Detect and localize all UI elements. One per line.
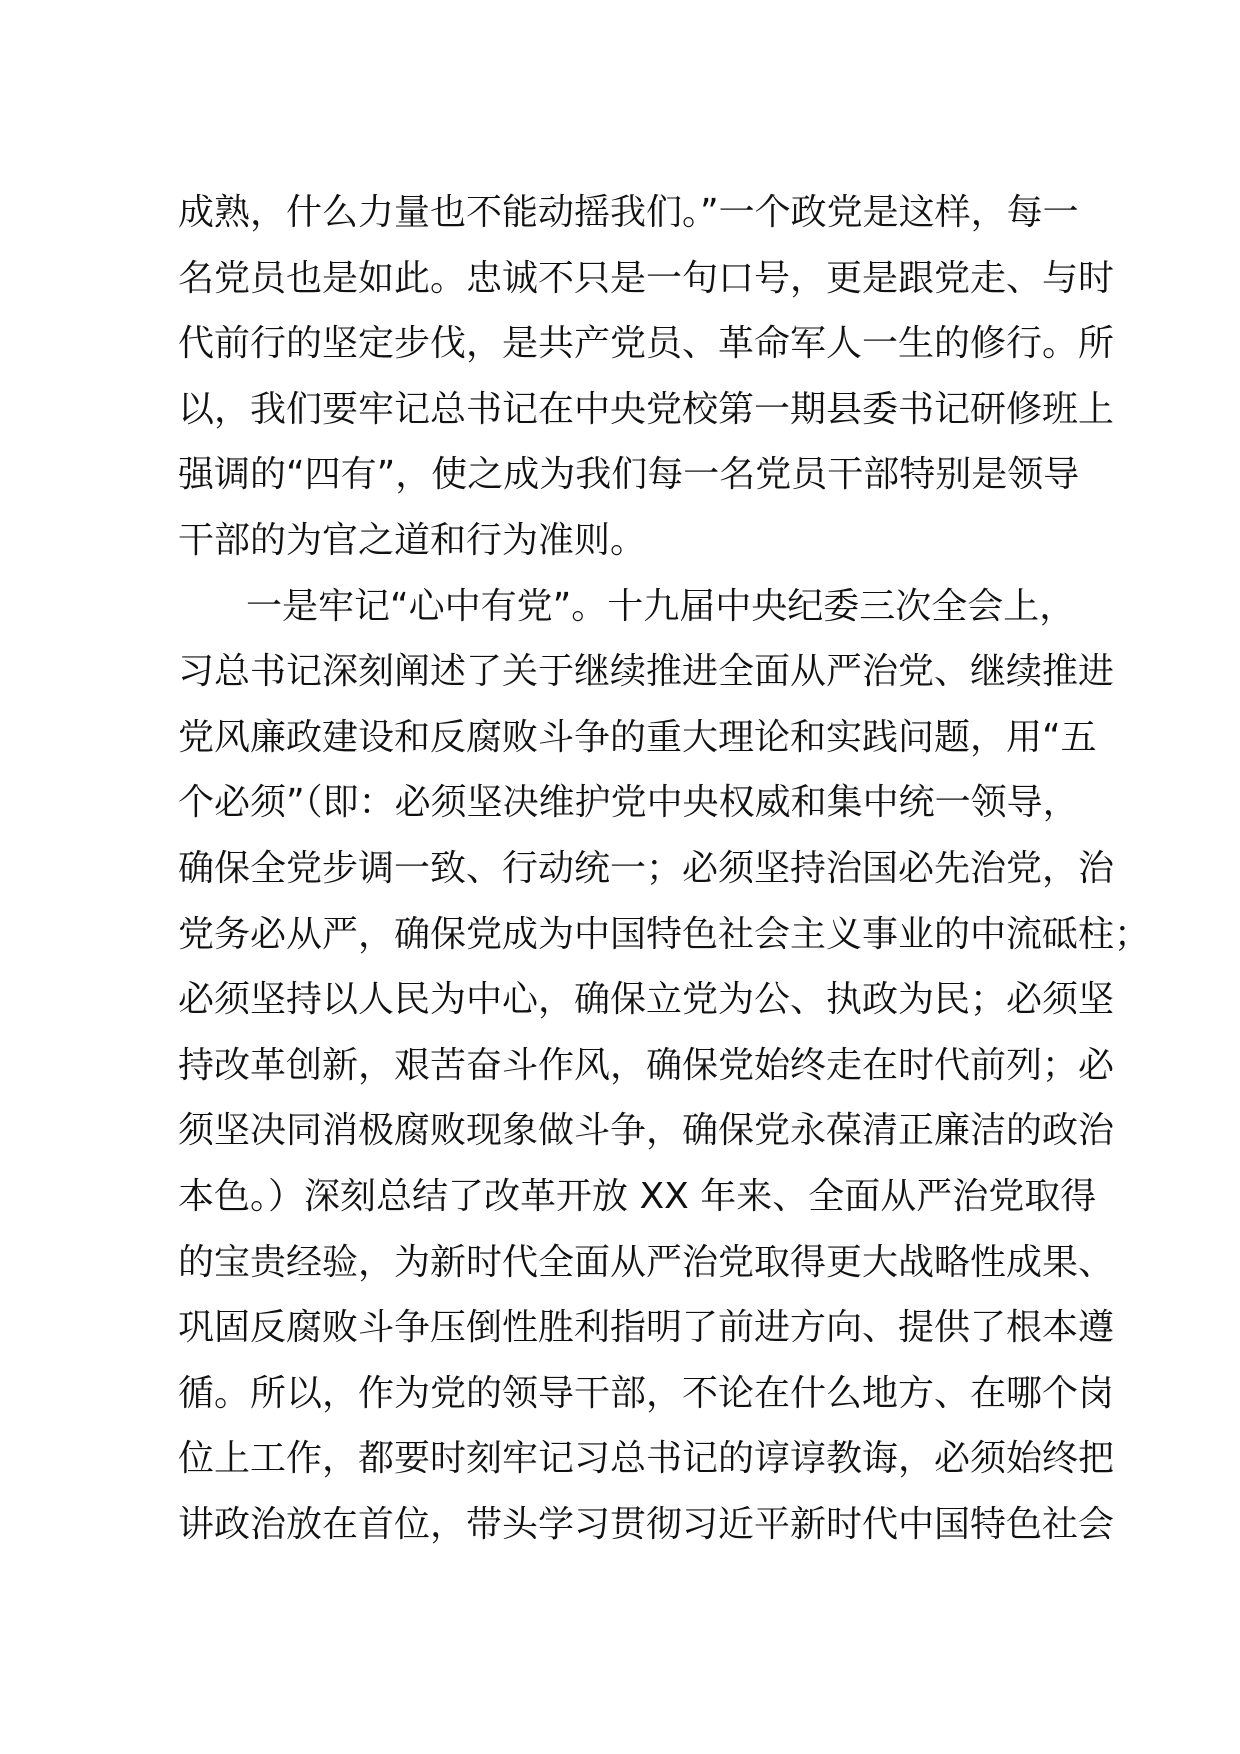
text-line: 党务必从严，确保党成为中国特色社会主义事业的中流砥柱； <box>178 913 1151 955</box>
text-line: 循。所以，作为党的领导干部，不论在什么地方、在哪个岗 <box>178 1372 1115 1414</box>
text-line: 党风廉政建设和反腐败斗争的重大理论和实践问题，用“五 <box>178 716 1097 758</box>
text-line: 名党员也是如此。忠诚不只是一句口号，更是跟党走、与时 <box>178 257 1115 299</box>
text-line: 以，我们要牢记总书记在中央党校第一期县委书记研修班上 <box>178 388 1115 430</box>
text-line: 成熟，什么力量也不能动摇我们。”一个政党是这样，每一 <box>178 192 1079 233</box>
paragraph-1 <box>178 180 1115 574</box>
text-line: 一是牢记“心中有党”。十九届中央纪委三次全会上， <box>246 585 1076 627</box>
text-line: 个必须”（即：必须坚决维护党中央权威和集中统一领导， <box>178 782 1079 824</box>
body-text <box>178 180 1151 1557</box>
text-line: 干部的为官之道和行为准则。 <box>178 519 647 561</box>
text-line: 巩固反腐败斗争压倒性胜利指明了前进方向、提供了根本遵 <box>178 1307 1115 1349</box>
text-line: 确保全党步调一致、行动统一；必须坚持治国必先治党，治 <box>178 847 1115 889</box>
text-line: 讲政治放在首位，带头学习贯彻习近平新时代中国特色社会 <box>178 1503 1115 1545</box>
text-line: 强调的“四有”，使之成为我们每一名党员干部特别是领导 <box>178 454 1080 496</box>
text-line: 代前行的坚定步伐，是共产党员、革命军人一生的修行。所 <box>178 323 1115 365</box>
text-line: 的宝贵经验，为新时代全面从严治党取得更大战略性成果、 <box>178 1241 1115 1283</box>
text-line: 习总书记深刻阐述了关于继续推进全面从严治党、继续推进 <box>178 651 1115 693</box>
paragraph-2 <box>178 574 1151 1558</box>
text-line: 位上工作，都要时刻牢记习总书记的谆谆教诲，必须始终把 <box>178 1438 1115 1480</box>
text-line: 必须坚持以人民为中心，确保立党为公、执政为民；必须坚 <box>178 979 1115 1021</box>
text-line: 持改革创新，艰苦奋斗作风，确保党始终走在时代前列；必 <box>178 1044 1115 1086</box>
text-line: 本色。）深刻总结了改革开放 XX 年来、全面从严治党取得 <box>178 1175 1097 1217</box>
text-line: 须坚决同消极腐败现象做斗争，确保党永葆清正廉洁的政治 <box>178 1110 1115 1152</box>
